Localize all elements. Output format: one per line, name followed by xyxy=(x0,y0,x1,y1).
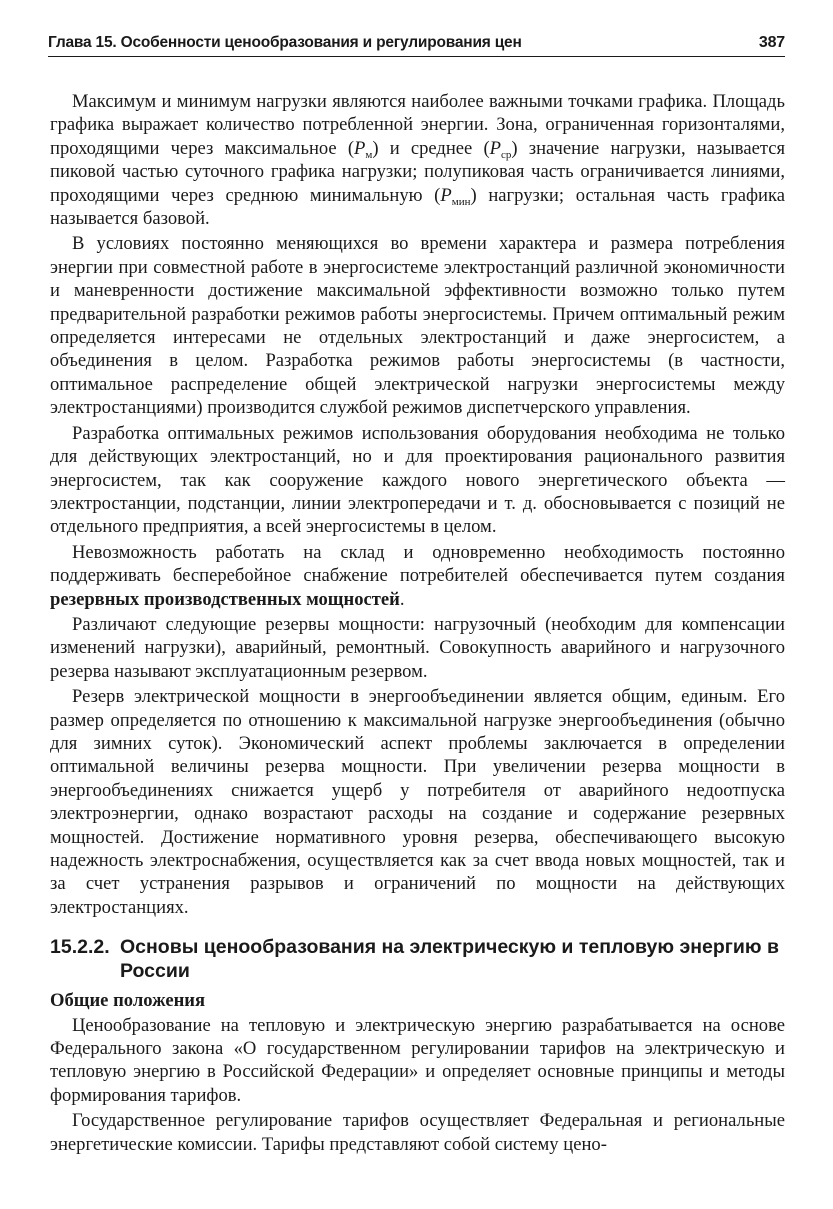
text-run: Невозможность работать на склад и одновременно необходимость постоянно поддерживать бесперебойное снабжение потребителей обеспечивается путем создания xyxy=(50,541,785,587)
subscript-min: мин xyxy=(451,195,471,208)
paragraph-reserve-capacity xyxy=(50,541,785,611)
subscript-avg: ср xyxy=(501,148,512,161)
text-run: ) и среднее ( xyxy=(372,137,490,159)
text-run: ) значение нагрузки, называется пиковой частью суточного графика нагрузки; полупиковая часть ограничивается линиями, проходящими через среднюю минимальную ( xyxy=(50,137,786,206)
section-number: 15.2.2. xyxy=(50,936,110,959)
body-text xyxy=(50,90,785,1158)
symbol-p-max: P xyxy=(354,137,366,159)
text-run: ) нагрузки; остальная часть графика называется базовой. xyxy=(50,184,785,230)
paragraph-state-regulation: Государственное регулирование тарифов осуществляет Федеральная и региональные энергетические комиссии. Тарифы представляют собой систему цено- xyxy=(50,1110,785,1155)
section-title: Основы ценообразования на электрическую и тепловую энергию в России xyxy=(120,936,779,983)
bold-term: резервных производственных мощностей xyxy=(50,588,400,610)
subheading: Общие положения xyxy=(50,990,206,1012)
page-number: 387 xyxy=(758,34,785,51)
chapter-title: Глава 15. Особенности ценообразования и регулирования цен xyxy=(48,34,522,51)
paragraph-operating-modes: В условиях постоянно меняющихся во времени характера и размера потребления энергии при совместной работе в энергосистеме электростанций различной экономичности и маневренности достижение максимальной эффективности возможно только путем предварительной разработки режимов работы энергосистемы. Причем оптимальный режим определяется интересами не отдельных электростанций и даже энергосистем, а объединения в целом. Разработка режимов работы энергосистемы (в частности, оптимальное распределение общей электрической нагрузки энергосистемы между электростанциями) производится службой режимов диспетчерского управления. xyxy=(50,233,785,419)
paragraph-reserve-economics: Резерв электрической мощности в энергообъединении является общим, единым. Его размер определяется по отношению к максимальной нагрузке энергообъединения (обычно для зимних суток). Экономический аспект проблемы заключается в определении оптимальной величины резерва мощности. При увеличении резерва мощности в энергообъединениях снижается ущерб у потребителя от аварийного недоотпуска электроэнергии, однако возрастают расходы на создание и содержание резервных мощностей. Достижение нормативного уровня резерва, обеспечивающего высокую надежность электроснабжения, осуществляется как за счет ввода новых мощностей, так и за счет устранения разрывов и ограничений по мощности на действующих электростанциях. xyxy=(50,686,785,918)
text-run: Максимум и минимум нагрузки являются наиболее важными точками графика. Площадь графика выражает количество потребленной энергии. Зона, ограниченная горизонталями, проходящими через максимальное ( xyxy=(50,91,785,159)
symbol-p-avg: P xyxy=(489,137,501,159)
running-header xyxy=(48,34,785,57)
text-run: . xyxy=(399,588,405,610)
symbol-p-min: P xyxy=(440,184,452,206)
paragraph-pricing-law: Ценообразование на тепловую и электрическую энергию разрабатывается на основе Федерального закона «О государственном регулировании тарифов на электрическую и тепловую энергию в Российской Федерации» и определяет основные принципы и методы формирования тарифов. xyxy=(50,1014,785,1106)
subscript-max: м xyxy=(365,148,373,161)
section-heading xyxy=(50,935,785,983)
paragraph-reserve-types: Различают следующие резервы мощности: нагрузочный (необходим для компенсации изменений нагрузки), аварийный, ремонтный. Совокупность аварийного и нагрузочного резерва называют эксплуатационным резервом. xyxy=(50,613,785,682)
paragraph-load-peaks xyxy=(50,90,785,230)
paragraph-optimal-modes: Разработка оптимальных режимов использования оборудования необходима не только для действующих электростанций, но и для проектирования рационального развития энергосистем, так как сооружение каждого нового энергетического объекта — электростанции, подстанции, линии электропередачи и т. д. обосновывается с позиций не отдельного предприятия, а всей энергосистемы в целом. xyxy=(50,422,785,538)
